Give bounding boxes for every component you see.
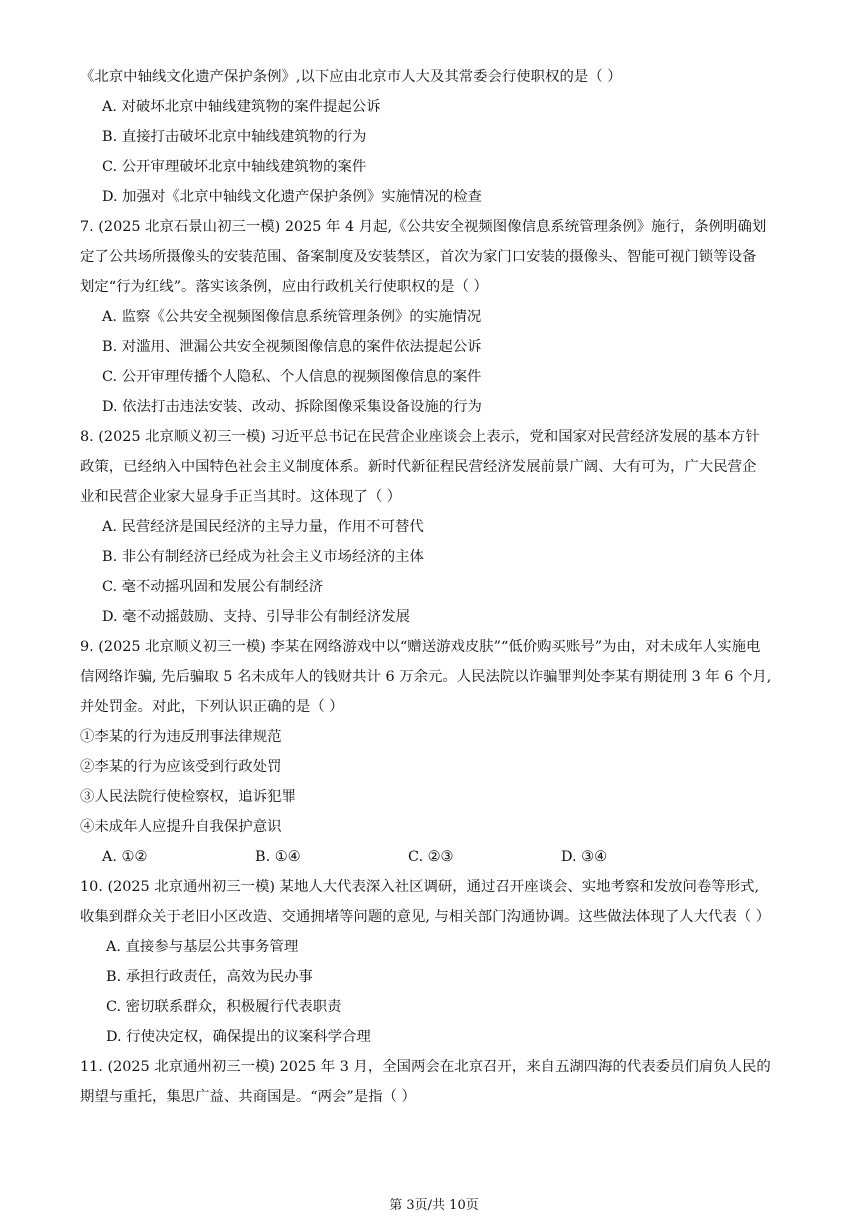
question-6-stem: 《北京中轴线文化遗产保护条例》,以下应由北京市人大及其常委会行使职权的是（ ） — [80, 69, 622, 85]
question-9-stem-line: 9. (2025 北京顺义初三一模) 李某在网络游戏中以“赠送游戏皮肤”“低价购买账号”为由，对未成年人实施电 — [80, 639, 761, 655]
question-8-stem-line: 业和民营企业家大显身手正当其时。这体现了（ ） — [80, 489, 402, 505]
question-9-statement-3: ③人民法院行使检察权，追诉犯罪 — [80, 789, 296, 805]
question-8-option-a: A. 民营经济是国民经济的主导力量，作用不可替代 — [102, 519, 424, 535]
question-10-option-a: A. 直接参与基层公共事务管理 — [106, 939, 299, 955]
question-6-option-d: D. 加强对《北京中轴线文化遗产保护条例》实施情况的检查 — [102, 189, 482, 205]
question-7-option-c: C. 公开审理传播个人隐私、个人信息的视频图像信息的案件 — [102, 369, 482, 385]
question-10-stem-line: 收集到群众关于老旧小区改造、交通拥堵等问题的意见, 与相关部门沟通协调。这些做法体现了人大代表（ ） — [80, 909, 771, 925]
question-9-statement-2: ②李某的行为应该受到行政处罚 — [80, 759, 282, 775]
question-9-choices — [80, 842, 792, 872]
question-10-option-c: C. 密切联系群众，积极履行代表职责 — [106, 999, 342, 1015]
question-11 — [80, 1052, 792, 1112]
question-9 — [80, 632, 792, 872]
question-7-stem-line: 定了公共场所摄像头的安装范围、备案制度及安装禁区，首次为家门口安装的摄像头、智能可视门锁等设备 — [80, 249, 757, 265]
question-10-option-b: B. 承担行政责任，高效为民办事 — [106, 969, 313, 985]
question-10-option-d: D. 行使决定权，确保提出的议案科学合理 — [106, 1029, 371, 1045]
question-8-option-c: C. 毫不动摇巩固和发展公有制经济 — [102, 579, 324, 595]
question-8-stem-line: 8. (2025 北京顺义初三一模) 习近平总书记在民营企业座谈会上表示，党和国家对民营经济发展的基本方针 — [80, 429, 760, 445]
question-6-option-a: A. 对破坏北京中轴线建筑物的案件提起公诉 — [102, 99, 381, 115]
question-7-stem-line: 划定“行为红线”。落实该条例，应由行政机关行使职权的是（ ） — [80, 279, 488, 295]
question-11-stem-line: 11. (2025 北京通州初三一模) 2025 年 3 月，全国两会在北京召开，来自五湖四海的代表委员们肩负人民的 — [80, 1059, 771, 1075]
question-6-option-b: B. 直接打击破坏北京中轴线建筑物的行为 — [102, 129, 367, 145]
page-content — [80, 62, 792, 1112]
question-10-stem-line: 10. (2025 北京通州初三一模) 某地人大代表深入社区调研，通过召开座谈会、实地考察和发放问卷等形式, — [80, 879, 760, 895]
question-7-option-d: D. 依法打击违法安装、改动、拆除图像采集设备设施的行为 — [102, 399, 482, 415]
question-9-statement-1: ①李某的行为违反刑事法律规范 — [80, 729, 282, 745]
question-9-choice-a: A. ①② — [102, 849, 148, 865]
question-6-option-c: C. 公开审理破坏北京中轴线建筑物的案件 — [102, 159, 367, 175]
question-7-stem-line: 7. (2025 北京石景山初三一模) 2025 年 4 月起,《公共安全视频图像信息系统管理条例》施行，条例明确划 — [80, 219, 767, 235]
question-7-option-b: B. 对滥用、泄漏公共安全视频图像信息的案件依法提起公诉 — [102, 339, 482, 355]
question-8-option-b: B. 非公有制经济已经成为社会主义市场经济的主体 — [102, 549, 424, 565]
question-9-choice-d: D. ③④ — [561, 849, 607, 865]
page-number-footer: 第 3页/共 10页 — [389, 1198, 479, 1213]
question-8-option-d: D. 毫不动摇鼓励、支持、引导非公有制经济发展 — [102, 609, 410, 625]
question-9-stem-line: 信网络诈骗, 先后骗取 5 名未成年人的钱财共计 6 万余元。人民法院以诈骗罪判处李某有期徒刑 3 年 6 个月, — [80, 669, 772, 685]
question-9-choice-c: C. ②③ — [408, 849, 454, 865]
question-7-option-a: A. 监察《公共安全视频图像信息系统管理条例》的实施情况 — [102, 309, 482, 325]
question-9-statement-4: ④未成年人应提升自我保护意识 — [80, 819, 282, 835]
question-9-stem-line: 并处罚金。对此，下列认识正确的是（ ） — [80, 699, 344, 715]
question-6 — [80, 62, 792, 212]
question-8 — [80, 422, 792, 632]
question-11-stem-line: 期望与重托，集思广益、共商国是。“两会”是指（ ） — [80, 1089, 416, 1105]
question-7 — [80, 212, 792, 422]
question-9-choice-b: B. ①④ — [255, 849, 301, 865]
question-10 — [80, 872, 792, 1052]
question-8-stem-line: 政策，已经纳入中国特色社会主义制度体系。新时代新征程民营经济发展前景广阔、大有可为，广大民营企 — [80, 459, 757, 475]
